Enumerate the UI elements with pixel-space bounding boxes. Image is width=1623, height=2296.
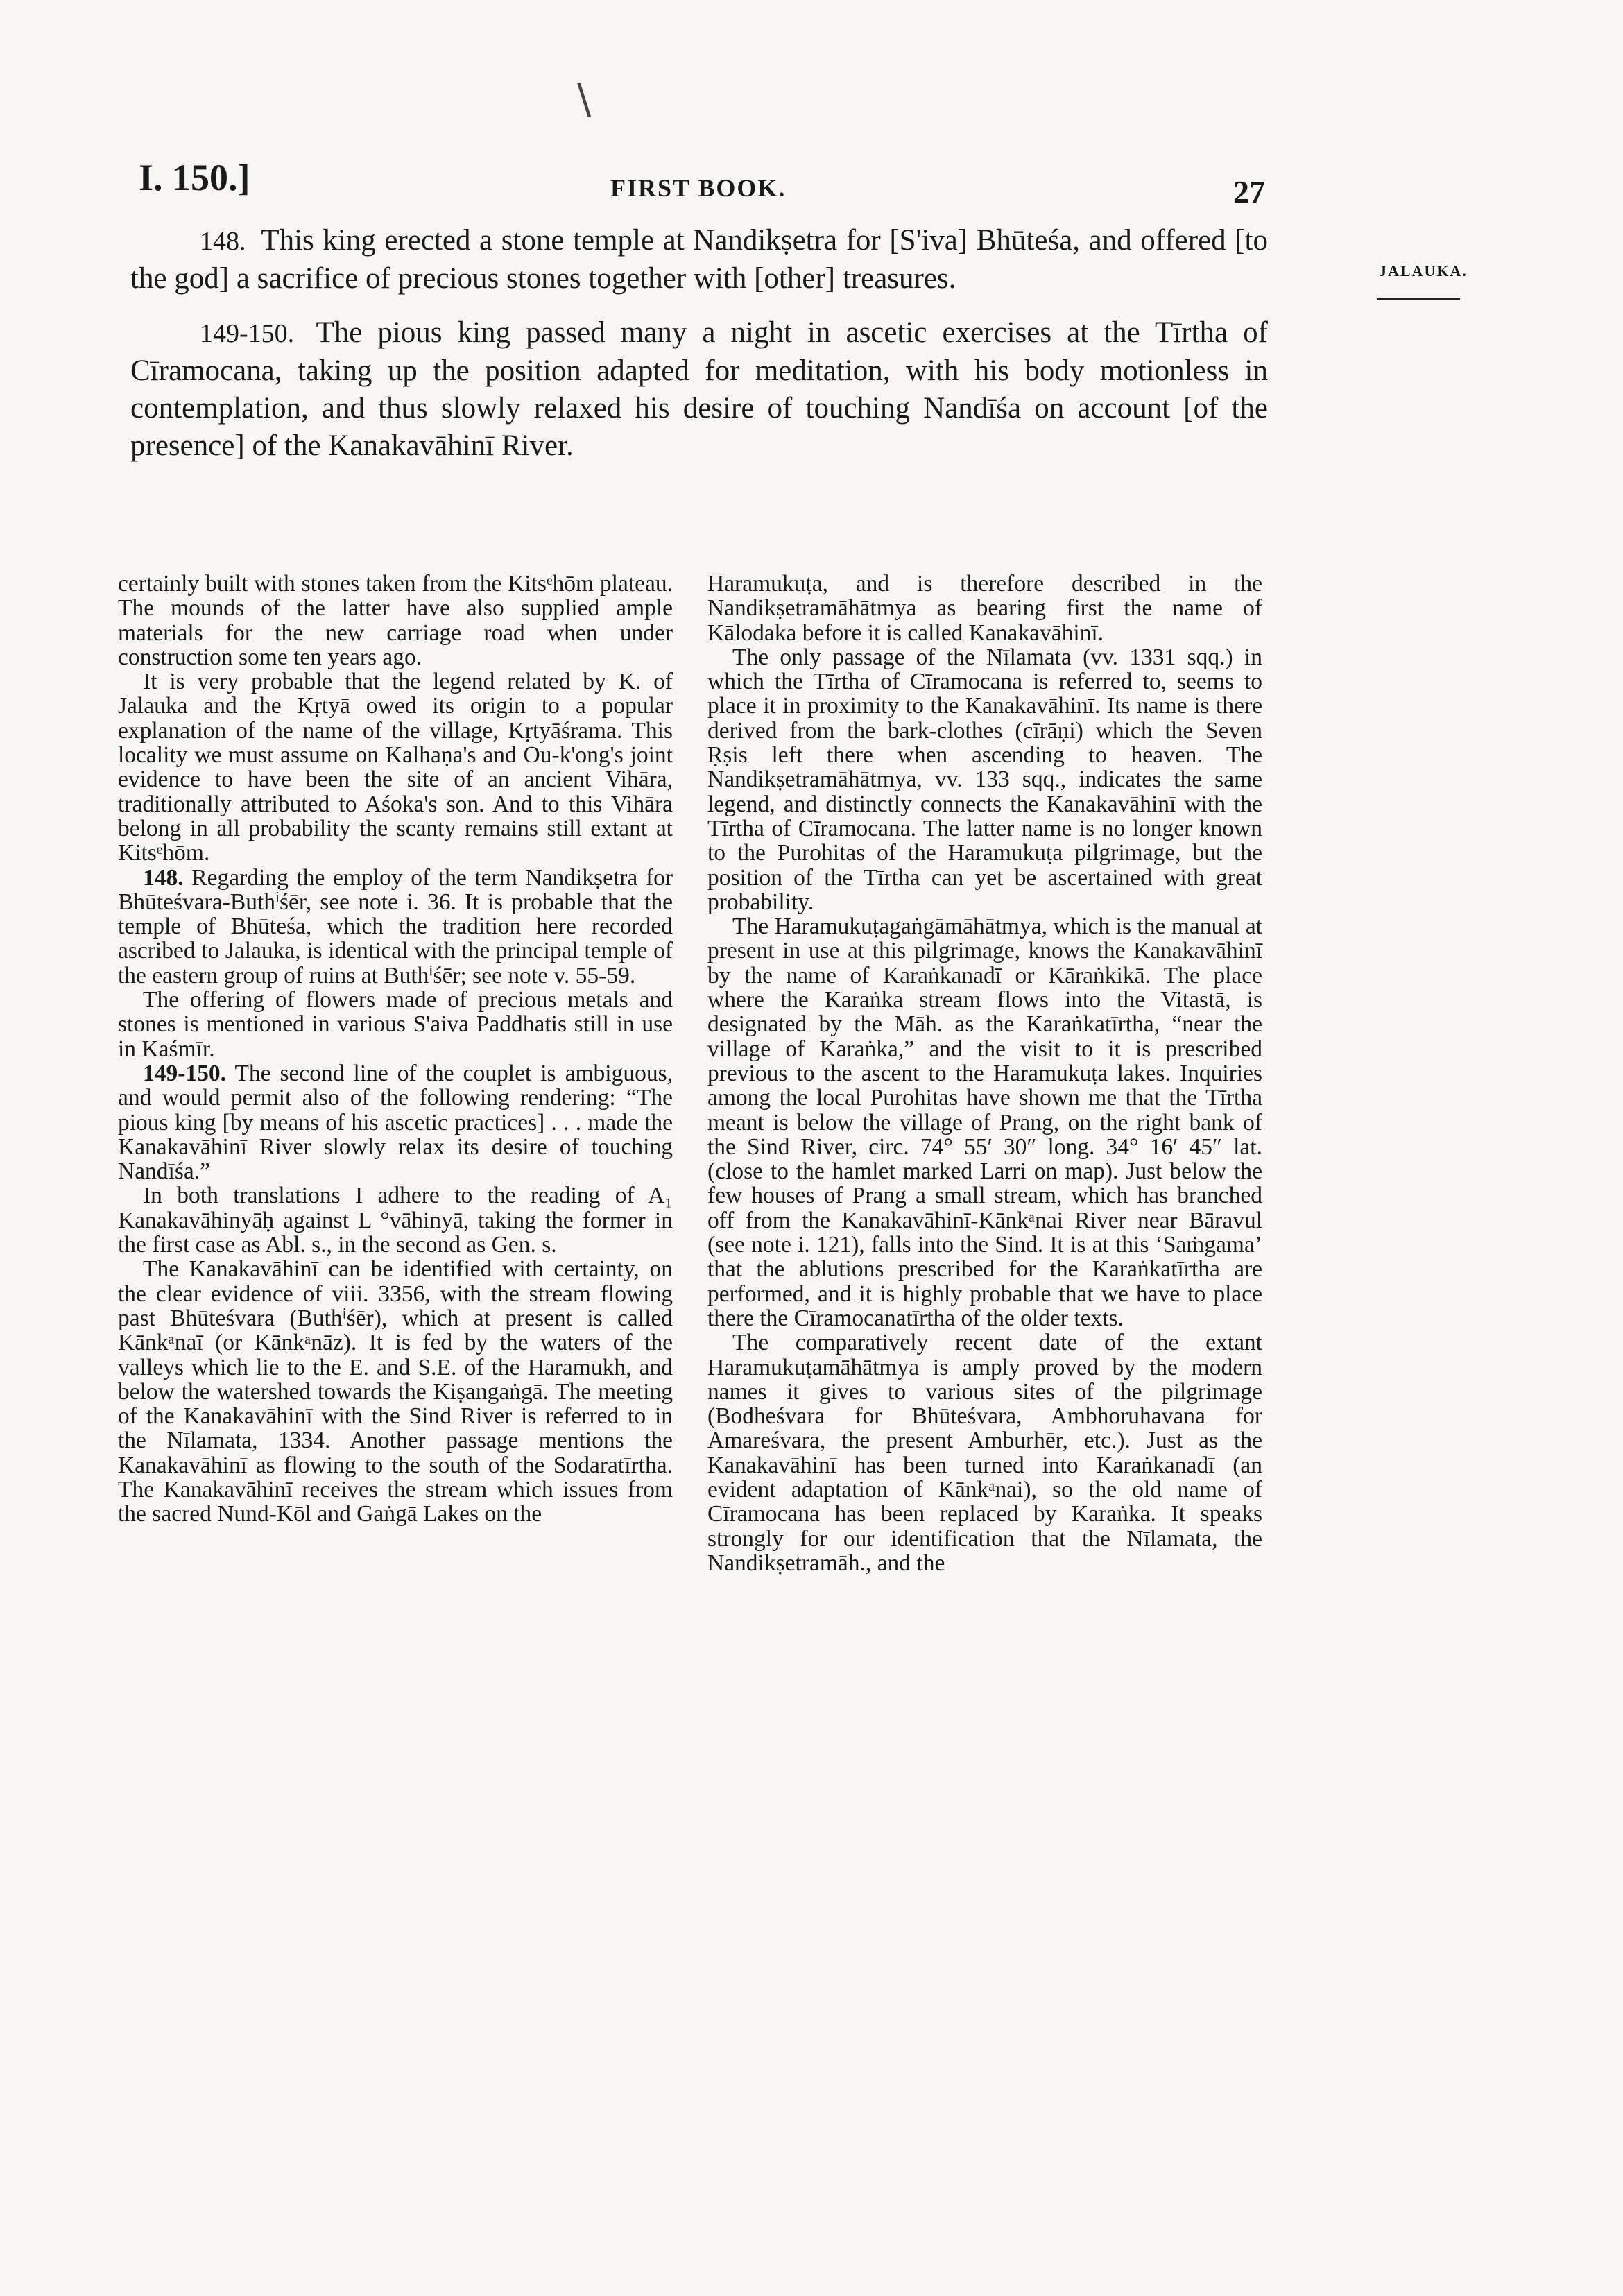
note-paragraph: The offering of flowers made of precious metals and stones is mentioned in various S'aiva Paddhatis still in use in Kaśmīr. (118, 987, 673, 1062)
note-paragraph: In both translations I adhere to the reading of A₁ Kanakavāhinyāḥ against L °vāhinyā, taking the former in the first case as Abl. s., in the second as Gen. s. (118, 1183, 673, 1258)
translation-verse (130, 314, 1268, 465)
section-reference: I. 150.] (139, 157, 250, 198)
verse-text: The pious king passed many a night in ascetic exercises at the Tīrtha of Cīramocana, taking up the position adapted for meditation, with his body motionless in contemplation, and thus slowly relaxed his desire of touching Nandīśa on account [of the presence] of the Kanakavāhinī River. (130, 316, 1268, 462)
stray-mark: \ (577, 75, 592, 123)
note-paragraph: It is very probable that the legend related by K. of Jalauka and the Kṛtyā owed its origin to a popular explanation of the name of the village, Kṛtyāśrama. This locality we must assume on Kalhaṇa's and Ou-k'ong's joint evidence to have been the site of an ancient Vihāra, traditionally attributed to Aśoka's son. And to this Vihāra belong in all probability the scanty remains still extant at Kitsᵉhōm. (118, 669, 673, 866)
translation-verse (130, 222, 1268, 298)
margin-note: JALAUKA. (1379, 262, 1468, 280)
note-paragraph: Haramukuṭa, and is therefore described in the Nandikṣetramāhātmya as bearing first the name of Kālodaka before it is called Kanakavāhinī. (707, 571, 1262, 646)
note-paragraph: 149-150. The second line of the couplet is ambiguous, and would permit also of the following rendering: “The pious king [by means of his ascetic practices] . . . made the Kanakavāhinī River slowly relax its desire of touching Nandīśa.” (118, 1060, 673, 1185)
note-paragraph: The comparatively recent date of the extant Haramukuṭamāhātmya is amply proved by the modern names it gives to various sites of the pilgrimage (Bodheśvara for Bhūteśvara, Ambhoruhavana for Amareśvara, the present Amburhēr, etc.). Just as the Kanakavāhinī has been turned into Karaṅkanadī (an evident adaptation of Kānkᵃnai), so the old name of Cīramocana has been replaced by Karaṅka. It speaks strongly for our identification that the Nīlamata, the Nandikṣetramāh., and the (707, 1330, 1262, 1576)
verse-number: 149-150. (200, 319, 295, 348)
verse-text: This king erected a stone temple at Nandikṣetra for [S'iva] Bhūteśa, and offered [to the god] a sacrifice of precious stones together with [other] treasures. (130, 224, 1268, 295)
note-paragraph: The Kanakavāhinī can be identified with certainty, on the clear evidence of viii. 3356, with the stream flowing past Bhūteśvara (Buthⁱśēr), which at present is called Kānkᵃnaī (or Kānkᵃnāz). It is fed by the waters of the valleys which lie to the E. and S.E. of the Haramukh, and below the watershed towards the Kiṣangaṅgā. The meeting of the Kanakavāhinī with the Sind River is referred to in the Nīlamata, 1334. Another passage mentions the Kanakavāhinī as flowing to the south of the Sodaratīrtha. The Kanakavāhinī receives the stream which issues from the sacred Nund-Kōl and Gaṅgā Lakes on the (118, 1256, 673, 1527)
notes-left-column (118, 572, 673, 1527)
note-paragraph: The Haramukuṭagaṅgāmāhātmya, which is the manual at present in use at this pilgrimage, knows the Kanakavāhinī by the name of Karaṅkanadī or Kāraṅkikā. The place where the Karaṅka stream flows into the Vitastā, is designated by the Māh. as the Karaṅkatīrtha, “near the village of Karaṅka,” and the visit to it is prescribed previous to the ascent to the Haramukuṭa lakes. Inquiries among the local Purohitas have shown me that the Tīrtha meant is below the village of Prang, on the right bank of the Sind River, circ. 74° 55′ 30″ long. 34° 16′ 45″ lat. (close to the hamlet marked Larri on map). Just below the few houses of Prang a small stream, which has branched off from the Kanakavāhinī-Kānkᵃnai River near Bāravul (see note i. 121), falls into the Sind. It is at this ‘Saṁgama’ that the ablutions prescribed for the Karaṅkatīrtha are performed, and it is highly probable that we have to place there the Cīramocanatīrtha of the older texts. (707, 914, 1262, 1331)
notes-right-column (707, 572, 1262, 1575)
margin-rule (1377, 298, 1460, 300)
note-paragraph: 148. Regarding the employ of the term Nandikṣetra for Bhūteśvara-Buthⁱśēr, see note i. 36. It is probable that the temple of Bhūteśa, which the tradition here recorded ascribed to Jalauka, is identical with the principal temple of the eastern group of ruins at Buthⁱśēr; see note v. 55-59. (118, 864, 673, 988)
translation-block (130, 222, 1268, 481)
note-paragraph: certainly built with stones taken from the Kitsᵉhōm plateau. The mounds of the latter have also supplied ample materials for the new carriage road when under construction some ten years ago. (118, 571, 673, 670)
note-number: 148. (143, 864, 184, 891)
note-paragraph: The only passage of the Nīlamata (vv. 1331 sqq.) in which the Tīrtha of Cīramocana is referred to, seems to place it in proximity to the Kanakavāhinī. Its name is there derived from the bark-clothes (cīrāṇi) which the Seven Ṛṣis left there when ascending to heaven. The Nandikṣetramāhātmya, vv. 133 sqq., indicates the same legend, and distinctly connects the Kanakavāhinī with the Tīrtha of Cīramocana. The latter name is no longer known to the Purohitas of the Haramukuṭa pilgrimage, but the position of the Tīrtha can yet be ascertained with great probability. (707, 644, 1262, 915)
page-number: 27 (1233, 174, 1265, 209)
note-number: 149-150. (143, 1060, 227, 1086)
verse-number: 148. (200, 227, 246, 256)
running-title: FIRST BOOK. (610, 174, 787, 202)
